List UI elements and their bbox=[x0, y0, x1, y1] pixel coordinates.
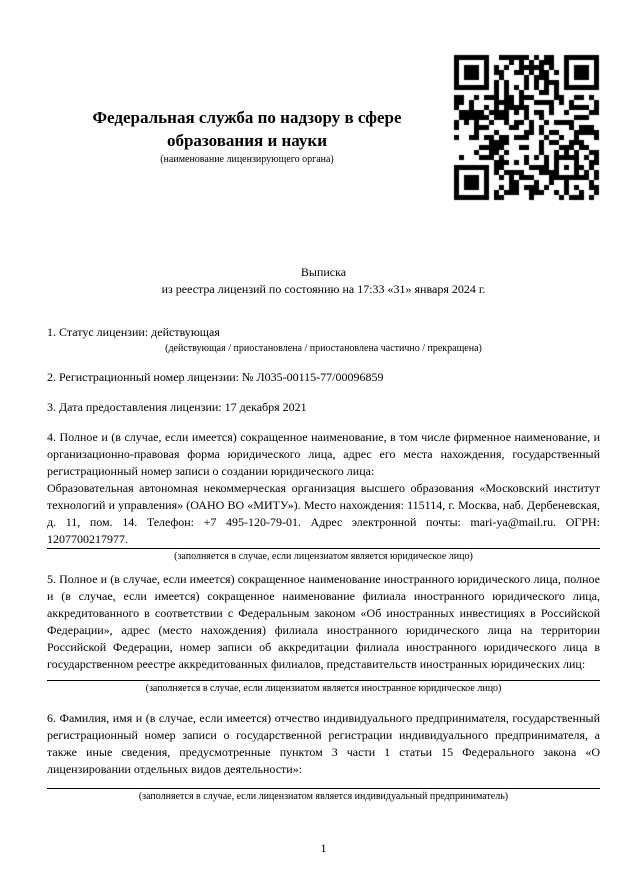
field-license-status-text: 1. Статус лицензии: действующая bbox=[47, 325, 220, 339]
field-grant-date bbox=[47, 399, 600, 416]
field-foreign-entity-note: (заполняется в случае, если лицензиатом является иностранное юридическое лицо) bbox=[145, 683, 502, 694]
document-body bbox=[47, 0, 600, 857]
field-foreign-entity bbox=[47, 571, 600, 695]
issuer-caption: (наименование лицензирующего органа) bbox=[160, 154, 334, 165]
field-registration-number bbox=[47, 369, 600, 386]
heading-subtitle: из реестра лицензий по состоянию на 17:33 «31» января 2024 г. bbox=[161, 282, 486, 296]
field-individual-entrepreneur bbox=[47, 710, 600, 803]
field-registration-number-text: 2. Регистрационный номер лицензии: № Л035-00115-77/00096859 bbox=[47, 370, 384, 384]
field-legal-entity-value: Образовательная автономная некоммерческая организация высшего образования «Московский институт технологий и управления» (ОАНО ВО «МИТУ»). Место нахождения: 115114, г. Москва, наб. Дербеневская, д. 11, пом. 14. Телефон: +7 495-120-79-01. Адрес электронной почты: mari-ya@mail.ru. ОГРН: 1207700217977. bbox=[47, 481, 600, 546]
field-legal-entity-note: (заполняется в случае, если лицензиатом является юридическое лицо) bbox=[174, 551, 473, 562]
field-individual-entrepreneur-text: 6. Фамилия, имя и (в случае, если имеется) отчество индивидуального предпринимателя, государственный регистрационный номер записи о государственной регистрации индивидуального предпринимателя, а также иные сведения, предусмотренные пунктом 3 части 1 статьи 15 Федерального закона «О лицензировании отдельных видов деятельности»: bbox=[47, 711, 600, 776]
field-grant-date-text: 3. Дата предоставления лицензии: 17 декабря 2021 bbox=[47, 400, 307, 414]
field-legal-entity-text: 4. Полное и (в случае, если имеется) сокращенное наименование, в том числе фирменное наименование, и организационно-правовая форма юридического лица, адрес его места нахождения, государственный регистрационный номер записи о создании юридического лица: bbox=[47, 430, 600, 478]
issuer-name: Федеральная служба по надзору в сфере образования и науки bbox=[92, 108, 402, 150]
heading-title: Выписка bbox=[300, 265, 347, 279]
field-legal-entity bbox=[47, 429, 600, 563]
page-number: 1 bbox=[320, 841, 327, 855]
document-heading bbox=[47, 264, 600, 298]
field-license-status-note: (действующая / приостановлена / приостановлена частично / прекращена) bbox=[165, 343, 482, 354]
field-foreign-entity-text: 5. Полное и (в случае, если имеется) сокращенное наименование иностранного юридического лица, полное и (в случае, если имеется) сокращенное наименование филиала иностранного юридического лица, аккредитованного в соответствии с Федеральным законом «Об иностранных инвестициях в Российской Федерации», адрес (место нахождения) филиала иностранного юридического лица на территории Российской Федерации, номер записи об аккредитации филиала иностранного юридического лица в государственном реестре аккредитованных филиалов, представительств иностранных юридических лиц: bbox=[47, 572, 600, 671]
field-individual-entrepreneur-note: (заполняется в случае, если лицензиатом является индивидуальный предприниматель) bbox=[138, 791, 509, 802]
field-license-status bbox=[47, 324, 600, 355]
